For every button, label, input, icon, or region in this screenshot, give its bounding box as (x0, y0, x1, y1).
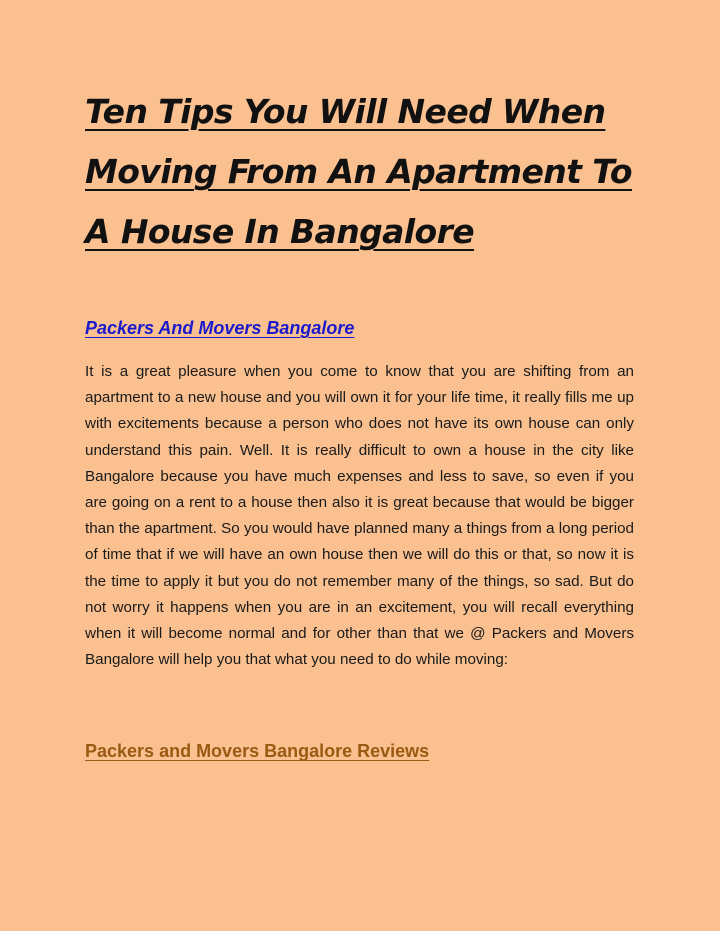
packers-movers-link[interactable]: Packers And Movers Bangalore (85, 318, 355, 338)
document-page (85, 82, 634, 762)
reviews-link[interactable]: Packers and Movers Bangalore Reviews (85, 741, 430, 762)
body-paragraph: It is a great pleasure when you come to know that you are shifting from an apartment to a new house and you will own it for your life time, it really fills me up with excitements because a person who does not have its own house can only understand this pain. Well. It is really difficult to own a house in the city like Bangalore because you have much expenses and less to save, so even if you are going on a rent to a house then also it is great because that would be bigger than the apartment. So you would have planned many a things from a long period of time that if we will have an own house then we will do this or that, so now it is the time to apply it but you do not remember many of the things, so sad. But do not worry it happens when you are in an excitement, you will recall everything when it will become normal and for other than that we @ Packers and Movers Bangalore will help you that what you need to do while moving: (85, 363, 634, 669)
document-title: Ten Tips You Will Need When Moving From An Apartment To A House In Bangalore (85, 92, 632, 251)
